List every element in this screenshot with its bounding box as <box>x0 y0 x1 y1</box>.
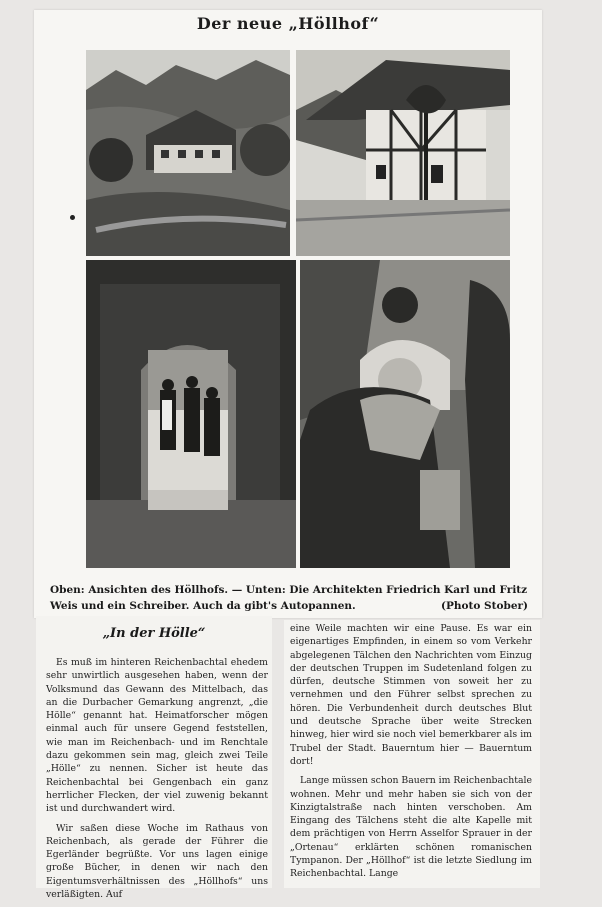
article-title: „In der Hölle“ <box>102 626 206 641</box>
photo-caption <box>50 582 528 614</box>
article-paragraph: Es muß im hinteren Reichenbachtal ehedem sehr unwirtlich ausgesehen haben, wenn der Volksmund das Gewann des Mittelbach, das an die Durbacher Gemarkung angrenzt, „die Hölle“ genannt hat. Heimatforscher mögen einmal auch für unsere Gegend feststellen, wie man im Reichenbach- und im Renchtale dazu gekommen sein mag, gleich zwei Teile „Hölle“ zu nennen. Sicher ist heute das Reichenbachtal bei Gengenbach ein ganz herrlicher Flecken, der viel zuwenig bekannt ist und durchwandert wird. <box>46 657 268 815</box>
article-paragraph: Lange müssen schon Bauern im Reichenbachtale wohnen. Mehr und mehr haben sie sich von der Kinzigtalstraße nach hinten verschoben. Am Eingang des Tälchens steht die alte Kapelle mit dem prächtigen von Herrn Asselfor Sprauer in der „Ortenau“ erklärten schönen romanischen Tympanon. Der „Höllhof“ ist die letzte Siedlung im Reichenbachtal. Lange <box>290 775 533 880</box>
punch-hole-mark <box>70 215 75 220</box>
photo-archway-architects <box>86 260 296 568</box>
photo-farmhouse-distant <box>86 50 290 256</box>
photo-car-breakdown <box>300 260 510 568</box>
article-paragraph: Wir saßen diese Woche im Rathaus von Reichenbach, als gerade der Führer die Egerländer begrüßte. Vor uns lagen einige große Bücher, in denen wir nach den Eigentumsverhältnissen des „Höllhofs“ uns verläßigten. Auf <box>46 822 268 901</box>
article-paragraph: eine Weile machten wir eine Pause. Es war ein eigenartiges Empfinden, in einem so vom Verkehr abgelegenen Tälchen den Nachrichten vom Einzug der deutschen Truppen im Sudetenland folgen zu dürfen, deutsche Stimmen von soweit her zu vernehmen und den Führer selbst sprechen zu hören. Die Verbundenheit durch deutsches Blut und deutsche Sprache über weite Strecken hinweg, hier wird sie noch viel bemerkbarer als im Trubel der Stadt. Bauerntum hier — Bauerntum dort! <box>290 623 532 767</box>
caption-line-2: Weis und ein Schreiber. Auch da gibt's Autopannen. <box>50 600 356 612</box>
caption-credit: (Photo Stober) <box>441 600 528 612</box>
article-column-right <box>290 622 532 887</box>
page-title: Der neue „Höllhof“ <box>196 14 380 33</box>
caption-line-1: Oben: Ansichten des Höllhofs. — Unten: Die Architekten Friedrich Karl und Fritz <box>50 584 528 596</box>
photo-farmhouse-timber <box>296 50 510 256</box>
article-column-left <box>46 656 268 907</box>
